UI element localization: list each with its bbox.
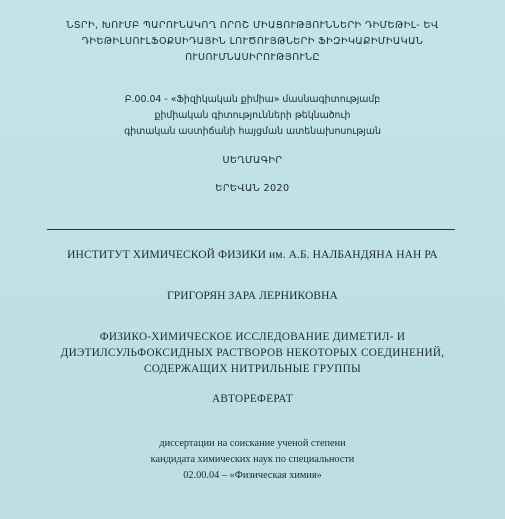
armenian-title-line-1: ՆՏՐԻ, ԽՈՒՄԲ ՊԱՐՈՒՆԱԿՈՂ ՈՐՈՇ ՄԻԱՑՈՒԹՅՈՒՆՆԵՐԻ ԴԻՄԵԹԻԼ- ԵՎ bbox=[66, 20, 439, 31]
thesis-title-line-3: СОДЕРЖАЩИХ НИТРИЛЬНЫЕ ГРУППЫ bbox=[143, 363, 362, 375]
dissertation-line-3: 02.00.04 – «Физическая химия» bbox=[183, 470, 322, 481]
armenian-specialty-line-1: Բ.00.04 - «Ֆիզիկական քիմիա» մասնագիտությամբ bbox=[124, 94, 381, 105]
thesis-title-line-2: ДИЭТИЛСУЛЬФОКСИДНЫХ РАСТВОРОВ НЕКОТОРЫХ СОЕДИНЕНИЙ, bbox=[60, 347, 445, 359]
section-divider bbox=[47, 229, 455, 230]
dissertation-line-2: кандидата химических наук по специальности bbox=[150, 454, 355, 465]
armenian-specialty-line-3: գիտական աստիճանի հայցման ատենախոսության bbox=[124, 126, 381, 137]
thesis-title-line-1: ФИЗИКО-ХИМИЧЕСКОЕ ИССЛЕДОВАНИЕ ДИМЕТИЛ- И bbox=[99, 331, 406, 343]
institute-name: ИНСТИТУТ ХИМИЧЕСКОЙ ФИЗИКИ им. А.Б. НАЛБАНДЯНА НАН РА bbox=[67, 249, 438, 261]
document-type: АВТОРЕФЕРАТ bbox=[212, 393, 293, 405]
armenian-title-line-3: ՈՒՍՈՒՄՆԱՍԻՐՈՒԹՅՈՒՆԸ bbox=[185, 52, 320, 63]
armenian-title-line-2: ԴԻԵԹԻԼՍՈՒԼՖՕՔՍԻԴԱՅԻՆ ԼՈՒԾՈՒՅԹՆԵՐԻ ՖԻԶԻԿԱՔԻՄԻԱԿԱՆ bbox=[81, 36, 424, 47]
armenian-city-year: ԵՐԵՎԱՆ 2020 bbox=[215, 183, 290, 194]
armenian-abstract-label: ՍԵՂՄԱԳԻՐ bbox=[222, 155, 283, 166]
dissertation-line-1: диссертации на соискание ученой степени bbox=[159, 438, 346, 449]
armenian-specialty-line-2: քիմիական գիտությունների թեկնածուի bbox=[154, 110, 351, 121]
author-name: ГРИГОРЯН ЗАРА ЛЕРНИКОВНА bbox=[167, 290, 338, 302]
